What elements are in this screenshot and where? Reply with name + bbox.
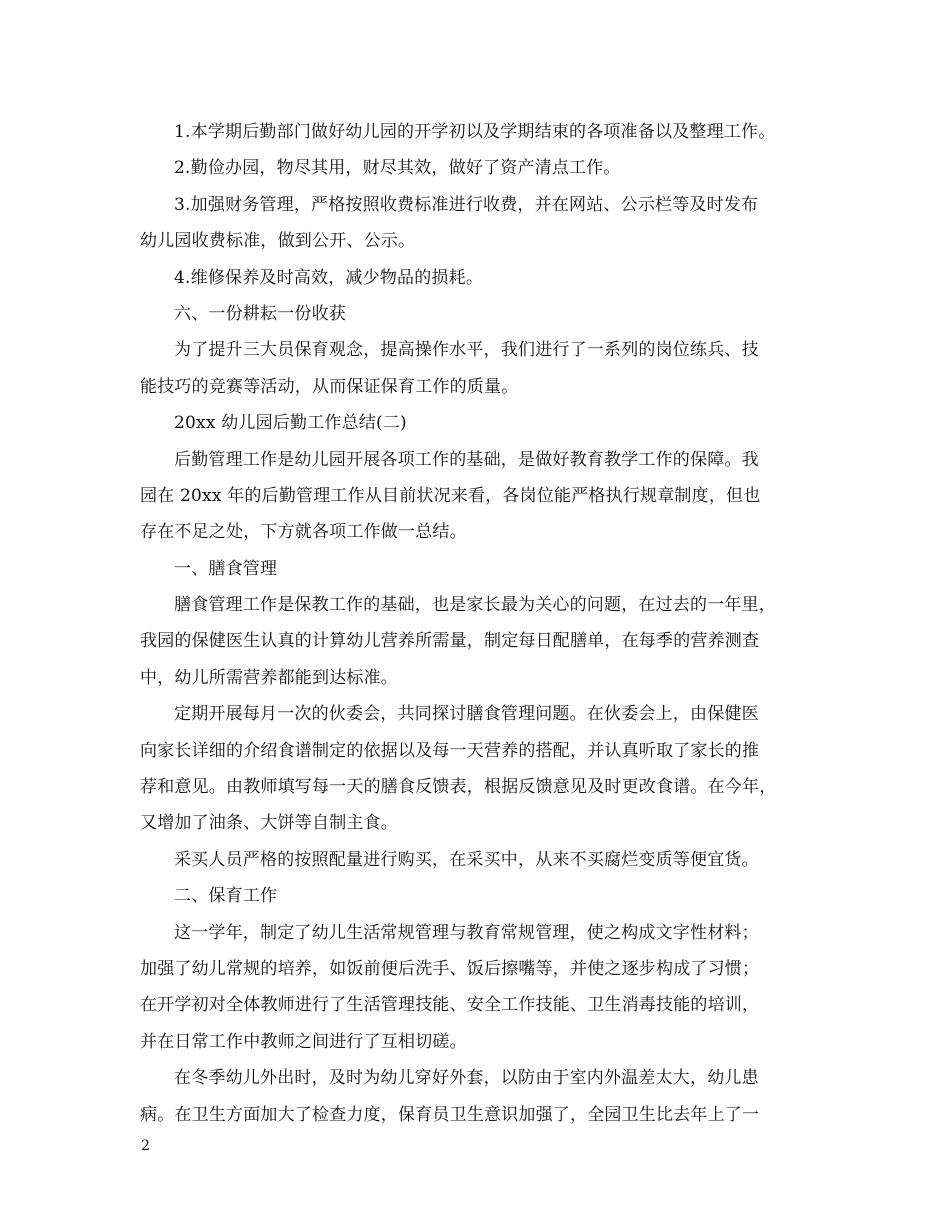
text-line: 3.加强财务管理，严格按照收费标准进行收费，并在网站、公示栏等及时发布 <box>174 194 759 215</box>
text-line: 加强了幼儿常规的培养，如饭前便后洗手、饭后擦嘴等，并使之逐步构成了习惯； <box>140 958 760 979</box>
text-line: 一、膳食管理 <box>174 558 278 579</box>
text-line: 1.本学期后勤部门做好幼儿园的开学初以及学期结束的各项准备以及整理工作。 <box>174 122 776 142</box>
text-line: 中，幼儿所需营养都能到达标准。 <box>140 667 398 688</box>
text-line: 我园的保健医生认真的计算幼儿营养所需量，制定每日配膳单，在每季的营养测查 <box>140 631 760 652</box>
text-line: 二、保育工作 <box>174 886 278 907</box>
text-line: 能技巧的竞赛等活动，从而保证保育工作的质量。 <box>140 376 519 397</box>
text-line: 幼儿园收费标准，做到公开、公示。 <box>140 231 416 252</box>
text-line: 存在不足之处，下方就各项工作做一总结。 <box>140 522 467 543</box>
text-line: 病。在卫生方面加大了检查力度，保育员卫生意识加强了，全园卫生比去年上了一 <box>140 1104 760 1125</box>
text-line: 这一学年，制定了幼儿生活常规管理与教育常规管理，使之构成文字性材料； <box>174 922 759 943</box>
text-line: 又增加了油条、大饼等自制主食。 <box>140 813 398 834</box>
text-line: 采买人员严格的按照配量进行购买，在采买中，从来不买腐烂变质等便宜货。 <box>174 849 759 870</box>
text-line: 后勤管理工作是幼儿园开展各项工作的基础，是做好教育教学工作的保障。我 <box>174 449 759 470</box>
text-line: 六、一份耕耘一份收获 <box>174 303 346 324</box>
text-line: 为了提升三大员保育观念，提高操作水平，我们进行了一系列的岗位练兵、技 <box>174 340 759 361</box>
text-line: 膳食管理工作是保教工作的基础，也是家长最为关心的问题，在过去的一年里， <box>174 595 776 616</box>
text-line: 在冬季幼儿外出时，及时为幼儿穿好外套，以防由于室内外温差太大，幼儿患 <box>174 1068 759 1089</box>
document-body <box>140 114 820 1133</box>
text-line: 4.维修保养及时高效，减少物品的损耗。 <box>174 267 484 288</box>
text-line: 2.勤俭办园，物尽其用，财尽其效，做好了资产清点工作。 <box>174 158 621 179</box>
text-line: 并在日常工作中教师之间进行了互相切磋。 <box>140 1031 467 1052</box>
text-line: 荐和意见。由教师填写每一天的膳食反馈表，根据反馈意见及时更改食谱。在今年， <box>140 777 777 798</box>
text-line: 20xx 幼儿园后勤工作总结(二) <box>174 413 407 434</box>
text-line: 向家长详细的介绍食谱制定的依据以及每一天营养的搭配，并认真听取了家长的推 <box>140 740 760 761</box>
text-line: 在开学初对全体教师进行了生活管理技能、安全工作技能、卫生消毒技能的培训， <box>140 995 760 1016</box>
page-number: 2 <box>141 1138 150 1154</box>
text-line: 园在 20xx 年的后勤管理工作从目前状况来看，各岗位能严格执行规章制度，但也 <box>140 485 761 506</box>
text-line: 定期开展每月一次的伙委会，共同探讨膳食管理问题。在伙委会上，由保健医 <box>174 704 759 725</box>
